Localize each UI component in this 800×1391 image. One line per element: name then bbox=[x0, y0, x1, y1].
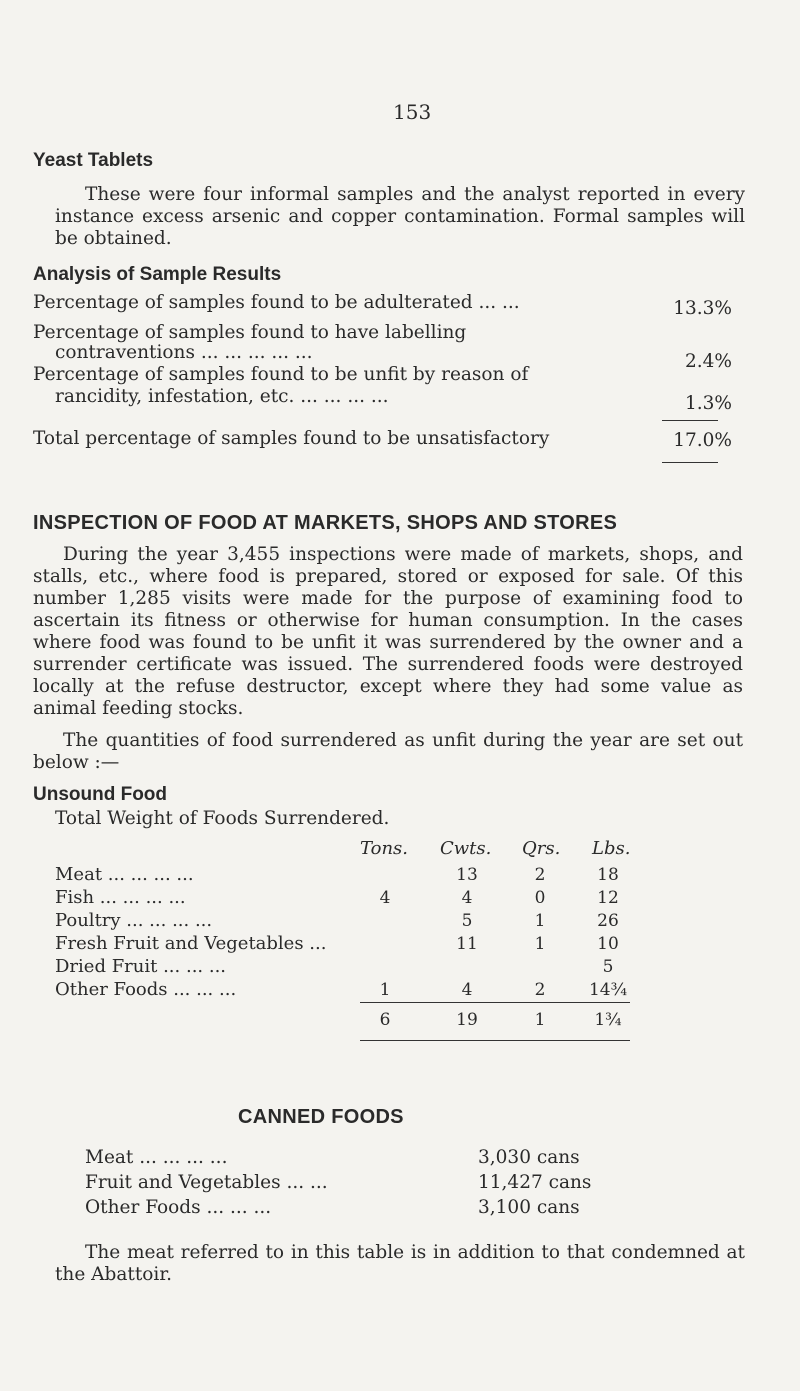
unsound-total-tons: 6 bbox=[379, 1010, 391, 1030]
unsound-row-label: Poultry ... ... ... ... bbox=[55, 910, 213, 931]
total-bottom-rule bbox=[662, 462, 718, 463]
analysis-value-labelling: 2.4% bbox=[685, 351, 732, 372]
unsound-cell-qrs: 2 bbox=[534, 980, 546, 1000]
col-cwts: Cwts. bbox=[440, 838, 492, 859]
unsound-total-bottom-rule bbox=[360, 1040, 630, 1041]
unsound-row-label: Fresh Fruit and Vegetables ... bbox=[55, 933, 327, 954]
unsound-cell-lbs: 18 bbox=[597, 865, 619, 885]
analysis-row-unfit-cont: rancidity, infestation, etc. ... ... ... ... bbox=[55, 386, 389, 407]
canned-row-label: Meat ... ... ... ... bbox=[85, 1147, 228, 1168]
unsound-total-lbs: 1¾ bbox=[594, 1010, 622, 1030]
canned-note: The meat referred to in this table is in addition to that condemned at the Abattoir. bbox=[55, 1242, 745, 1285]
unsound-cell-tons: 1 bbox=[379, 980, 391, 1000]
canned-row-label: Fruit and Vegetables ... ... bbox=[85, 1172, 328, 1193]
canned-row-label: Other Foods ... ... ... bbox=[85, 1197, 272, 1218]
unsound-total-top-rule bbox=[360, 1002, 630, 1003]
unsound-cell-qrs: 2 bbox=[534, 865, 546, 885]
analysis-value-unfit: 1.3% bbox=[685, 393, 732, 414]
unsound-cell-cwts: 13 bbox=[456, 865, 478, 885]
unsound-cell-tons: 4 bbox=[379, 888, 391, 908]
analysis-row-adulterated: Percentage of samples found to be adulterated ... ... bbox=[33, 292, 520, 313]
heading-inspection: INSPECTION OF FOOD AT MARKETS, SHOPS AND STORES bbox=[33, 512, 618, 534]
canned-row-value: 11,427 cans bbox=[478, 1172, 592, 1193]
inspection-paragraph-1: During the year 3,455 inspections were made of markets, shops, and stalls, etc., where food is prepared, stored or exposed for sale. Of this number 1,285 visits were made for the purpose of examining food to ascertain its fitness or otherwise for human consumption. In the cases where food was found to be unfit it was surrendered by the owner and a surrender certificate was issued. The surrendered foods were destroyed locally at the refuse destructor, except where they had some value as animal feeding stocks. bbox=[33, 544, 743, 719]
heading-canned-foods: CANNED FOODS bbox=[238, 1106, 404, 1128]
heading-unsound-food: Unsound Food bbox=[33, 784, 168, 805]
unsound-total-cwts: 19 bbox=[456, 1010, 478, 1030]
analysis-row-labelling: Percentage of samples found to have labelling bbox=[33, 322, 467, 343]
unsound-subtitle: Total Weight of Foods Surrendered. bbox=[55, 808, 390, 829]
unsound-cell-lbs: 12 bbox=[597, 888, 619, 908]
unsound-row-label: Fish ... ... ... ... bbox=[55, 887, 186, 908]
page-number: 153 bbox=[393, 100, 432, 124]
unsound-row-label: Other Foods ... ... ... bbox=[55, 979, 237, 1000]
analysis-total-label: Total percentage of samples found to be unsatisfactory bbox=[33, 428, 550, 449]
col-tons: Tons. bbox=[360, 838, 408, 859]
col-lbs: Lbs. bbox=[592, 838, 631, 859]
analysis-value-adulterated: 13.3% bbox=[673, 298, 732, 319]
unsound-cell-qrs: 0 bbox=[534, 888, 546, 908]
inspection-paragraph-2: The quantities of food surrendered as unfit during the year are set out below :— bbox=[33, 730, 743, 773]
yeast-paragraph: These were four informal samples and the analyst reported in every instance excess arsenic and copper contamination. Formal samples will be obtained. bbox=[55, 184, 745, 249]
analysis-row-unfit: Percentage of samples found to be unfit by reason of bbox=[33, 364, 529, 385]
unsound-cell-lbs: 5 bbox=[602, 957, 614, 977]
heading-yeast-tablets: Yeast Tablets bbox=[33, 150, 154, 171]
col-qrs: Qrs. bbox=[522, 838, 561, 859]
unsound-cell-cwts: 4 bbox=[461, 980, 473, 1000]
unsound-cell-cwts: 5 bbox=[461, 911, 473, 931]
unsound-cell-cwts: 4 bbox=[461, 888, 473, 908]
unsound-cell-lbs: 14¾ bbox=[588, 980, 628, 1000]
analysis-total-value: 17.0% bbox=[673, 430, 732, 451]
unsound-row-label: Dried Fruit ... ... ... bbox=[55, 956, 227, 977]
canned-row-value: 3,030 cans bbox=[478, 1147, 580, 1168]
analysis-row-labelling-cont: contraventions ... ... ... ... ... bbox=[55, 342, 313, 363]
unsound-cell-lbs: 26 bbox=[597, 911, 619, 931]
unsound-cell-cwts: 11 bbox=[456, 934, 478, 954]
unsound-cell-lbs: 10 bbox=[597, 934, 619, 954]
heading-analysis: Analysis of Sample Results bbox=[33, 264, 282, 285]
unsound-cell-qrs: 1 bbox=[534, 911, 546, 931]
canned-row-value: 3,100 cans bbox=[478, 1197, 580, 1218]
unsound-cell-qrs: 1 bbox=[534, 934, 546, 954]
unsound-total-qrs: 1 bbox=[534, 1010, 546, 1030]
total-top-rule bbox=[662, 420, 718, 421]
unsound-row-label: Meat ... ... ... ... bbox=[55, 864, 194, 885]
